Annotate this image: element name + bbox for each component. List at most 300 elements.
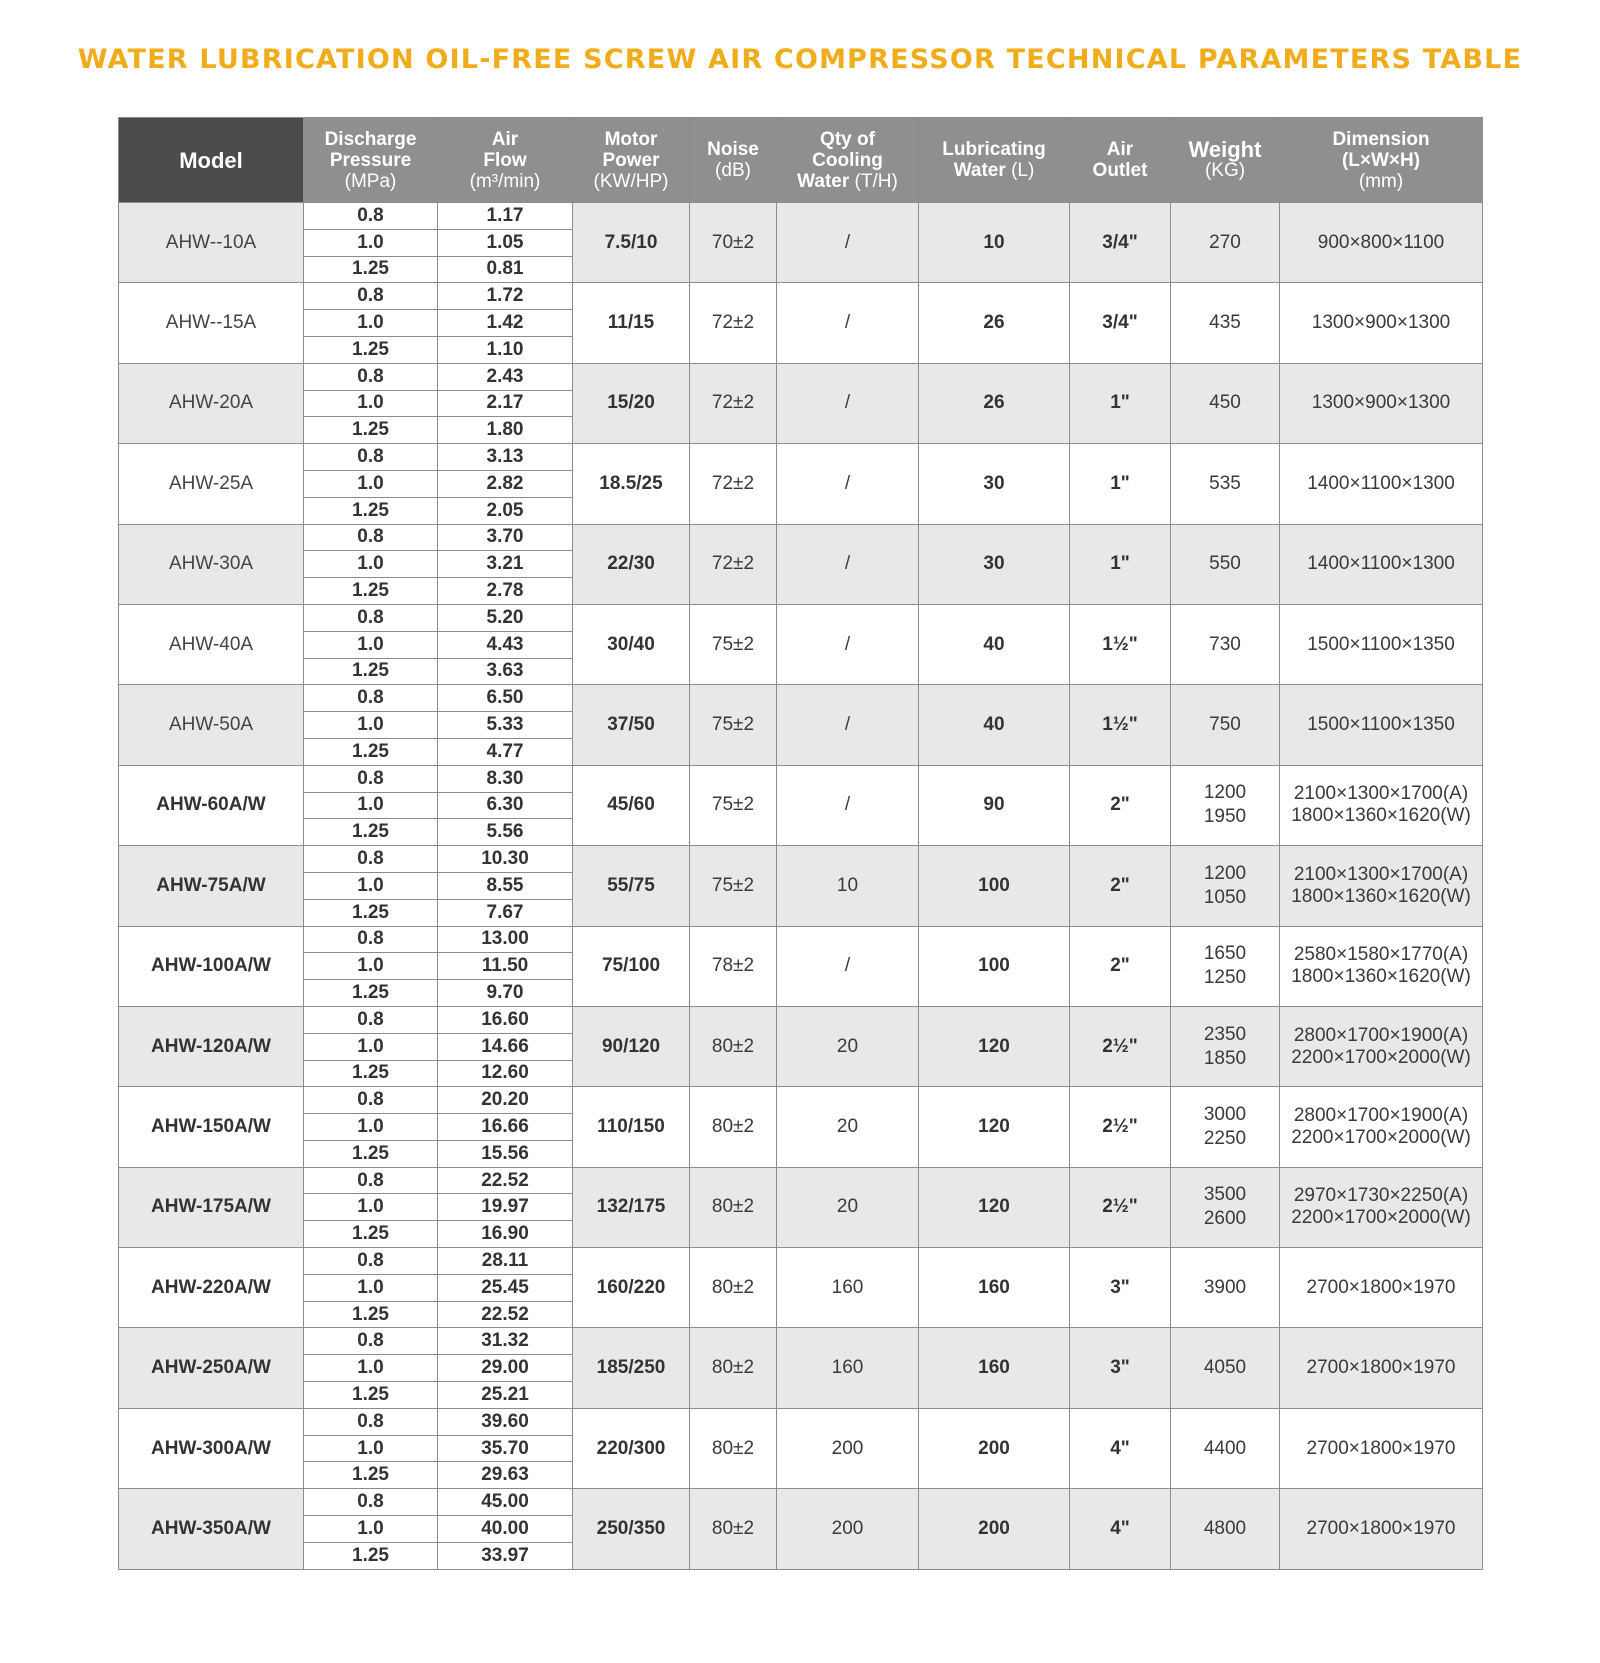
pressure-cell: 1.0 [304, 1274, 438, 1301]
weight-value: 4400 [1203, 1437, 1247, 1459]
air-outlet-cell: 1½" [1070, 685, 1171, 765]
dimension-value: 1800×1360×1620(W) [1291, 885, 1471, 907]
noise-cell: 72±2 [690, 363, 777, 443]
weight-cell [1171, 1248, 1280, 1328]
dimension-cell [1280, 203, 1483, 283]
pressure-cell: 1.25 [304, 417, 438, 444]
air-outlet-cell: 3/4" [1070, 283, 1171, 363]
cooling-water-cell: / [777, 363, 919, 443]
airflow-cell: 1.17 [438, 203, 573, 230]
airflow-cell: 16.90 [438, 1221, 573, 1248]
weight-value: 2250 [1203, 1127, 1247, 1149]
motor-power-cell: 37/50 [573, 685, 690, 765]
dimension-value: 900×800×1100 [1317, 231, 1445, 253]
airflow-cell: 16.66 [438, 1114, 573, 1141]
weight-value: 2350 [1203, 1023, 1247, 1045]
noise-cell: 72±2 [690, 283, 777, 363]
dimension-value: 1800×1360×1620(W) [1291, 805, 1471, 827]
cooling-water-cell: 20 [777, 1006, 919, 1086]
weight-cell [1171, 846, 1280, 926]
lubricating-water-cell: 120 [919, 1087, 1070, 1167]
noise-cell: 75±2 [690, 765, 777, 845]
motor-power-cell: 90/120 [573, 1006, 690, 1086]
model-cell: AHW-120A/W [119, 1006, 304, 1086]
airflow-cell: 6.30 [438, 792, 573, 819]
airflow-cell: 4.77 [438, 738, 573, 765]
airflow-cell: 1.05 [438, 229, 573, 256]
cooling-water-cell: 160 [777, 1328, 919, 1408]
dimension-value: 1400×1100×1300 [1307, 472, 1455, 494]
table-row [119, 765, 1483, 792]
table-row [119, 1167, 1483, 1194]
dimension-value: 2200×1700×2000(W) [1291, 1126, 1471, 1148]
weight-value: 550 [1209, 553, 1241, 575]
pressure-cell: 0.8 [304, 203, 438, 230]
lubricating-water-cell: 40 [919, 604, 1070, 684]
weight-value: 1650 [1203, 943, 1247, 965]
pressure-cell: 1.25 [304, 899, 438, 926]
pressure-cell: 1.0 [304, 229, 438, 256]
airflow-cell: 8.55 [438, 872, 573, 899]
weight-value: 4800 [1203, 1517, 1247, 1539]
pressure-cell: 0.8 [304, 926, 438, 953]
airflow-cell: 16.60 [438, 1006, 573, 1033]
pressure-cell: 1.25 [304, 738, 438, 765]
table-row [119, 1328, 1483, 1355]
table-row [119, 283, 1483, 310]
motor-power-cell: 45/60 [573, 765, 690, 845]
dimension-cell [1280, 444, 1483, 524]
weight-value: 1250 [1203, 967, 1247, 989]
airflow-cell: 29.63 [438, 1462, 573, 1489]
model-cell: AHW--10A [119, 203, 304, 283]
air-outlet-cell: 1" [1070, 444, 1171, 524]
model-cell: AHW-20A [119, 363, 304, 443]
dimension-cell [1280, 1489, 1483, 1569]
table-row [119, 685, 1483, 712]
pressure-cell: 1.0 [304, 1355, 438, 1382]
motor-power-cell: 55/75 [573, 846, 690, 926]
pressure-cell: 1.25 [304, 1140, 438, 1167]
lubricating-water-cell: 200 [919, 1489, 1070, 1569]
weight-cell [1171, 283, 1280, 363]
cooling-water-cell: / [777, 444, 919, 524]
airflow-cell: 22.52 [438, 1167, 573, 1194]
model-cell: AHW-220A/W [119, 1248, 304, 1328]
pressure-cell: 0.8 [304, 524, 438, 551]
airflow-cell: 31.32 [438, 1328, 573, 1355]
table-row [119, 926, 1483, 953]
noise-cell: 80±2 [690, 1248, 777, 1328]
noise-cell: 80±2 [690, 1006, 777, 1086]
dimension-value: 2700×1800×1970 [1306, 1357, 1456, 1379]
motor-power-cell: 160/220 [573, 1248, 690, 1328]
pressure-cell: 1.0 [304, 551, 438, 578]
model-cell: AHW-300A/W [119, 1408, 304, 1488]
pressure-cell: 0.8 [304, 1167, 438, 1194]
model-cell: AHW-150A/W [119, 1087, 304, 1167]
pressure-cell: 1.0 [304, 1114, 438, 1141]
table-row [119, 604, 1483, 631]
model-cell: AHW-50A [119, 685, 304, 765]
model-cell: AHW-175A/W [119, 1167, 304, 1247]
weight-cell [1171, 765, 1280, 845]
airflow-cell: 11.50 [438, 953, 573, 980]
pressure-cell: 1.0 [304, 712, 438, 739]
cooling-water-cell: / [777, 203, 919, 283]
noise-cell: 80±2 [690, 1167, 777, 1247]
dimension-value: 1300×900×1300 [1311, 312, 1451, 334]
weight-value: 1200 [1203, 782, 1247, 804]
pressure-cell: 0.8 [304, 685, 438, 712]
airflow-cell: 19.97 [438, 1194, 573, 1221]
table-row [119, 1408, 1483, 1435]
lubricating-water-cell: 90 [919, 765, 1070, 845]
lubricating-water-cell: 160 [919, 1328, 1070, 1408]
dimension-value: 2970×1730×2250(A) [1293, 1185, 1469, 1207]
model-cell: AHW-30A [119, 524, 304, 604]
noise-cell: 78±2 [690, 926, 777, 1006]
motor-power-cell: 18.5/25 [573, 444, 690, 524]
airflow-cell: 40.00 [438, 1516, 573, 1543]
airflow-cell: 33.97 [438, 1542, 573, 1569]
header-outlet: Air Outlet [1070, 118, 1171, 203]
pressure-cell: 0.8 [304, 444, 438, 471]
weight-value: 1950 [1203, 806, 1247, 828]
header-weight: Weight (KG) [1171, 118, 1280, 203]
airflow-cell: 3.13 [438, 444, 573, 471]
weight-value: 1850 [1203, 1047, 1247, 1069]
weight-cell [1171, 444, 1280, 524]
weight-cell [1171, 1167, 1280, 1247]
pressure-cell: 0.8 [304, 363, 438, 390]
pressure-cell: 0.8 [304, 1248, 438, 1275]
airflow-cell: 0.81 [438, 256, 573, 283]
airflow-cell: 1.72 [438, 283, 573, 310]
dimension-cell [1280, 765, 1483, 845]
cooling-water-cell: 20 [777, 1087, 919, 1167]
airflow-cell: 2.82 [438, 470, 573, 497]
dimension-value: 2700×1800×1970 [1306, 1276, 1456, 1298]
dimension-value: 2700×1800×1970 [1306, 1517, 1456, 1539]
motor-power-cell: 250/350 [573, 1489, 690, 1569]
noise-cell: 72±2 [690, 524, 777, 604]
air-outlet-cell: 2" [1070, 765, 1171, 845]
weight-cell [1171, 203, 1280, 283]
noise-cell: 80±2 [690, 1489, 777, 1569]
noise-cell: 75±2 [690, 604, 777, 684]
airflow-cell: 29.00 [438, 1355, 573, 1382]
airflow-cell: 25.45 [438, 1274, 573, 1301]
pressure-cell: 0.8 [304, 1408, 438, 1435]
lubricating-water-cell: 30 [919, 524, 1070, 604]
pressure-cell: 1.0 [304, 390, 438, 417]
airflow-cell: 15.56 [438, 1140, 573, 1167]
pressure-cell: 0.8 [304, 1328, 438, 1355]
air-outlet-cell: 2½" [1070, 1087, 1171, 1167]
parameters-table [118, 117, 1483, 1570]
lubricating-water-cell: 160 [919, 1248, 1070, 1328]
airflow-cell: 28.11 [438, 1248, 573, 1275]
weight-cell [1171, 524, 1280, 604]
airflow-cell: 3.70 [438, 524, 573, 551]
motor-power-cell: 22/30 [573, 524, 690, 604]
pressure-cell: 1.25 [304, 1060, 438, 1087]
model-cell: AHW--15A [119, 283, 304, 363]
air-outlet-cell: 4" [1070, 1489, 1171, 1569]
weight-value: 270 [1209, 231, 1241, 253]
lubricating-water-cell: 40 [919, 685, 1070, 765]
airflow-cell: 20.20 [438, 1087, 573, 1114]
dimension-cell [1280, 1087, 1483, 1167]
dimension-cell [1280, 1408, 1483, 1488]
table-row [119, 1087, 1483, 1114]
weight-value: 750 [1209, 714, 1241, 736]
pressure-cell: 1.0 [304, 953, 438, 980]
pressure-cell: 0.8 [304, 765, 438, 792]
dimension-cell [1280, 846, 1483, 926]
airflow-cell: 9.70 [438, 980, 573, 1007]
cooling-water-cell: / [777, 604, 919, 684]
airflow-cell: 12.60 [438, 1060, 573, 1087]
pressure-cell: 1.0 [304, 872, 438, 899]
motor-power-cell: 220/300 [573, 1408, 690, 1488]
airflow-cell: 3.21 [438, 551, 573, 578]
weight-cell [1171, 926, 1280, 1006]
weight-cell [1171, 1489, 1280, 1569]
pressure-cell: 1.25 [304, 658, 438, 685]
model-cell: AHW-350A/W [119, 1489, 304, 1569]
pressure-cell: 1.25 [304, 980, 438, 1007]
air-outlet-cell: 2½" [1070, 1167, 1171, 1247]
weight-value: 1200 [1203, 862, 1247, 884]
airflow-cell: 22.52 [438, 1301, 573, 1328]
airflow-cell: 39.60 [438, 1408, 573, 1435]
dimension-cell [1280, 363, 1483, 443]
table-row [119, 444, 1483, 471]
noise-cell: 80±2 [690, 1087, 777, 1167]
airflow-cell: 2.05 [438, 497, 573, 524]
pressure-cell: 1.0 [304, 310, 438, 337]
airflow-cell: 1.10 [438, 336, 573, 363]
pressure-cell: 1.0 [304, 1516, 438, 1543]
dimension-value: 2200×1700×2000(W) [1291, 1207, 1471, 1229]
airflow-cell: 5.33 [438, 712, 573, 739]
lubricating-water-cell: 120 [919, 1167, 1070, 1247]
weight-value: 3500 [1203, 1184, 1247, 1206]
header-airflow: Air Flow (m³/min) [438, 118, 573, 203]
air-outlet-cell: 1" [1070, 363, 1171, 443]
dimension-value: 1400×1100×1300 [1307, 553, 1455, 575]
pressure-cell: 0.8 [304, 283, 438, 310]
cooling-water-cell: 200 [777, 1408, 919, 1488]
air-outlet-cell: 4" [1070, 1408, 1171, 1488]
model-cell: AHW-40A [119, 604, 304, 684]
dimension-value: 1800×1360×1620(W) [1291, 966, 1471, 988]
noise-cell: 75±2 [690, 846, 777, 926]
header-motor: Motor Power (KW/HP) [573, 118, 690, 203]
model-cell: AHW-60A/W [119, 765, 304, 845]
weight-value: 450 [1209, 392, 1241, 414]
air-outlet-cell: 3/4" [1070, 203, 1171, 283]
weight-value: 4050 [1203, 1357, 1247, 1379]
airflow-cell: 2.78 [438, 578, 573, 605]
weight-cell [1171, 685, 1280, 765]
dimension-cell [1280, 685, 1483, 765]
pressure-cell: 1.25 [304, 1221, 438, 1248]
pressure-cell: 0.8 [304, 604, 438, 631]
dimension-cell [1280, 283, 1483, 363]
dimension-cell [1280, 524, 1483, 604]
pressure-cell: 1.0 [304, 470, 438, 497]
pressure-cell: 1.0 [304, 792, 438, 819]
table-row [119, 1006, 1483, 1033]
pressure-cell: 0.8 [304, 1489, 438, 1516]
air-outlet-cell: 2" [1070, 846, 1171, 926]
air-outlet-cell: 1" [1070, 524, 1171, 604]
noise-cell: 80±2 [690, 1328, 777, 1408]
airflow-cell: 25.21 [438, 1382, 573, 1409]
pressure-cell: 1.25 [304, 1542, 438, 1569]
weight-value: 1050 [1203, 886, 1247, 908]
noise-cell: 72±2 [690, 444, 777, 524]
pressure-cell: 0.8 [304, 1087, 438, 1114]
cooling-water-cell: / [777, 283, 919, 363]
header-pressure: Discharge Pressure (MPa) [304, 118, 438, 203]
airflow-cell: 2.43 [438, 363, 573, 390]
weight-cell [1171, 1328, 1280, 1408]
airflow-cell: 35.70 [438, 1435, 573, 1462]
airflow-cell: 5.56 [438, 819, 573, 846]
pressure-cell: 0.8 [304, 846, 438, 873]
cooling-water-cell: / [777, 765, 919, 845]
pressure-cell: 0.8 [304, 1006, 438, 1033]
weight-value: 535 [1209, 472, 1241, 494]
lubricating-water-cell: 26 [919, 283, 1070, 363]
pressure-cell: 1.25 [304, 256, 438, 283]
dimension-cell [1280, 1167, 1483, 1247]
airflow-cell: 14.66 [438, 1033, 573, 1060]
dimension-value: 2200×1700×2000(W) [1291, 1046, 1471, 1068]
airflow-cell: 10.30 [438, 846, 573, 873]
table-row [119, 203, 1483, 230]
table-row [119, 846, 1483, 873]
air-outlet-cell: 3" [1070, 1248, 1171, 1328]
pressure-cell: 1.0 [304, 1033, 438, 1060]
noise-cell: 75±2 [690, 685, 777, 765]
model-cell: AHW-100A/W [119, 926, 304, 1006]
pressure-cell: 1.25 [304, 336, 438, 363]
weight-cell [1171, 604, 1280, 684]
model-cell: AHW-75A/W [119, 846, 304, 926]
airflow-cell: 6.50 [438, 685, 573, 712]
dimension-value: 2800×1700×1900(A) [1293, 1024, 1469, 1046]
weight-cell [1171, 1408, 1280, 1488]
weight-value: 435 [1209, 312, 1241, 334]
air-outlet-cell: 2" [1070, 926, 1171, 1006]
pressure-cell: 1.0 [304, 1194, 438, 1221]
lubricating-water-cell: 120 [919, 1006, 1070, 1086]
dimension-value: 1300×900×1300 [1311, 392, 1451, 414]
cooling-water-cell: / [777, 926, 919, 1006]
lubricating-water-cell: 26 [919, 363, 1070, 443]
lubricating-water-cell: 100 [919, 926, 1070, 1006]
weight-value: 3000 [1203, 1103, 1247, 1125]
dimension-cell [1280, 1328, 1483, 1408]
table-row [119, 363, 1483, 390]
header-cooling: Qty of Cooling Water (T/H) [777, 118, 919, 203]
pressure-cell: 1.25 [304, 1301, 438, 1328]
motor-power-cell: 75/100 [573, 926, 690, 1006]
lubricating-water-cell: 30 [919, 444, 1070, 524]
lubricating-water-cell: 100 [919, 846, 1070, 926]
air-outlet-cell: 2½" [1070, 1006, 1171, 1086]
pressure-cell: 1.25 [304, 1382, 438, 1409]
pressure-cell: 1.25 [304, 578, 438, 605]
cooling-water-cell: / [777, 685, 919, 765]
dimension-value: 1500×1100×1350 [1307, 633, 1455, 655]
dimension-value: 2700×1800×1970 [1306, 1437, 1456, 1459]
cooling-water-cell: 160 [777, 1248, 919, 1328]
header-model: Model [119, 118, 304, 203]
pressure-cell: 1.0 [304, 631, 438, 658]
weight-value: 2600 [1203, 1208, 1247, 1230]
airflow-cell: 3.63 [438, 658, 573, 685]
table-row [119, 1248, 1483, 1275]
dimension-cell [1280, 926, 1483, 1006]
noise-cell: 70±2 [690, 203, 777, 283]
airflow-cell: 1.80 [438, 417, 573, 444]
header-dimension: Dimension (L×W×H) (mm) [1280, 118, 1483, 203]
motor-power-cell: 110/150 [573, 1087, 690, 1167]
dimension-value: 2800×1700×1900(A) [1293, 1104, 1469, 1126]
weight-cell [1171, 363, 1280, 443]
cooling-water-cell: 200 [777, 1489, 919, 1569]
weight-value: 730 [1209, 633, 1241, 655]
airflow-cell: 4.43 [438, 631, 573, 658]
airflow-cell: 45.00 [438, 1489, 573, 1516]
pressure-cell: 1.25 [304, 1462, 438, 1489]
dimension-value: 2580×1580×1770(A) [1293, 944, 1469, 966]
dimension-cell [1280, 1006, 1483, 1086]
airflow-cell: 1.42 [438, 310, 573, 337]
table-row [119, 524, 1483, 551]
motor-power-cell: 132/175 [573, 1167, 690, 1247]
air-outlet-cell: 1½" [1070, 604, 1171, 684]
dimension-value: 2100×1300×1700(A) [1293, 863, 1469, 885]
pressure-cell: 1.25 [304, 497, 438, 524]
lubricating-water-cell: 10 [919, 203, 1070, 283]
page-title: WATER LUBRICATION OIL-FREE SCREW AIR COMPRESSOR TECHNICAL PARAMETERS TABLE [77, 44, 1523, 75]
cooling-water-cell: 20 [777, 1167, 919, 1247]
airflow-cell: 2.17 [438, 390, 573, 417]
motor-power-cell: 30/40 [573, 604, 690, 684]
model-cell: AHW-250A/W [119, 1328, 304, 1408]
lubricating-water-cell: 200 [919, 1408, 1070, 1488]
model-cell: AHW-25A [119, 444, 304, 524]
header-lubricating: Lubricating Water (L) [919, 118, 1070, 203]
weight-value: 3900 [1203, 1276, 1247, 1298]
air-outlet-cell: 3" [1070, 1328, 1171, 1408]
table-row [119, 1489, 1483, 1516]
header-noise: Noise (dB) [690, 118, 777, 203]
airflow-cell: 7.67 [438, 899, 573, 926]
airflow-cell: 8.30 [438, 765, 573, 792]
dimension-value: 2100×1300×1700(A) [1293, 783, 1469, 805]
pressure-cell: 1.0 [304, 1435, 438, 1462]
airflow-cell: 13.00 [438, 926, 573, 953]
dimension-value: 1500×1100×1350 [1307, 714, 1455, 736]
